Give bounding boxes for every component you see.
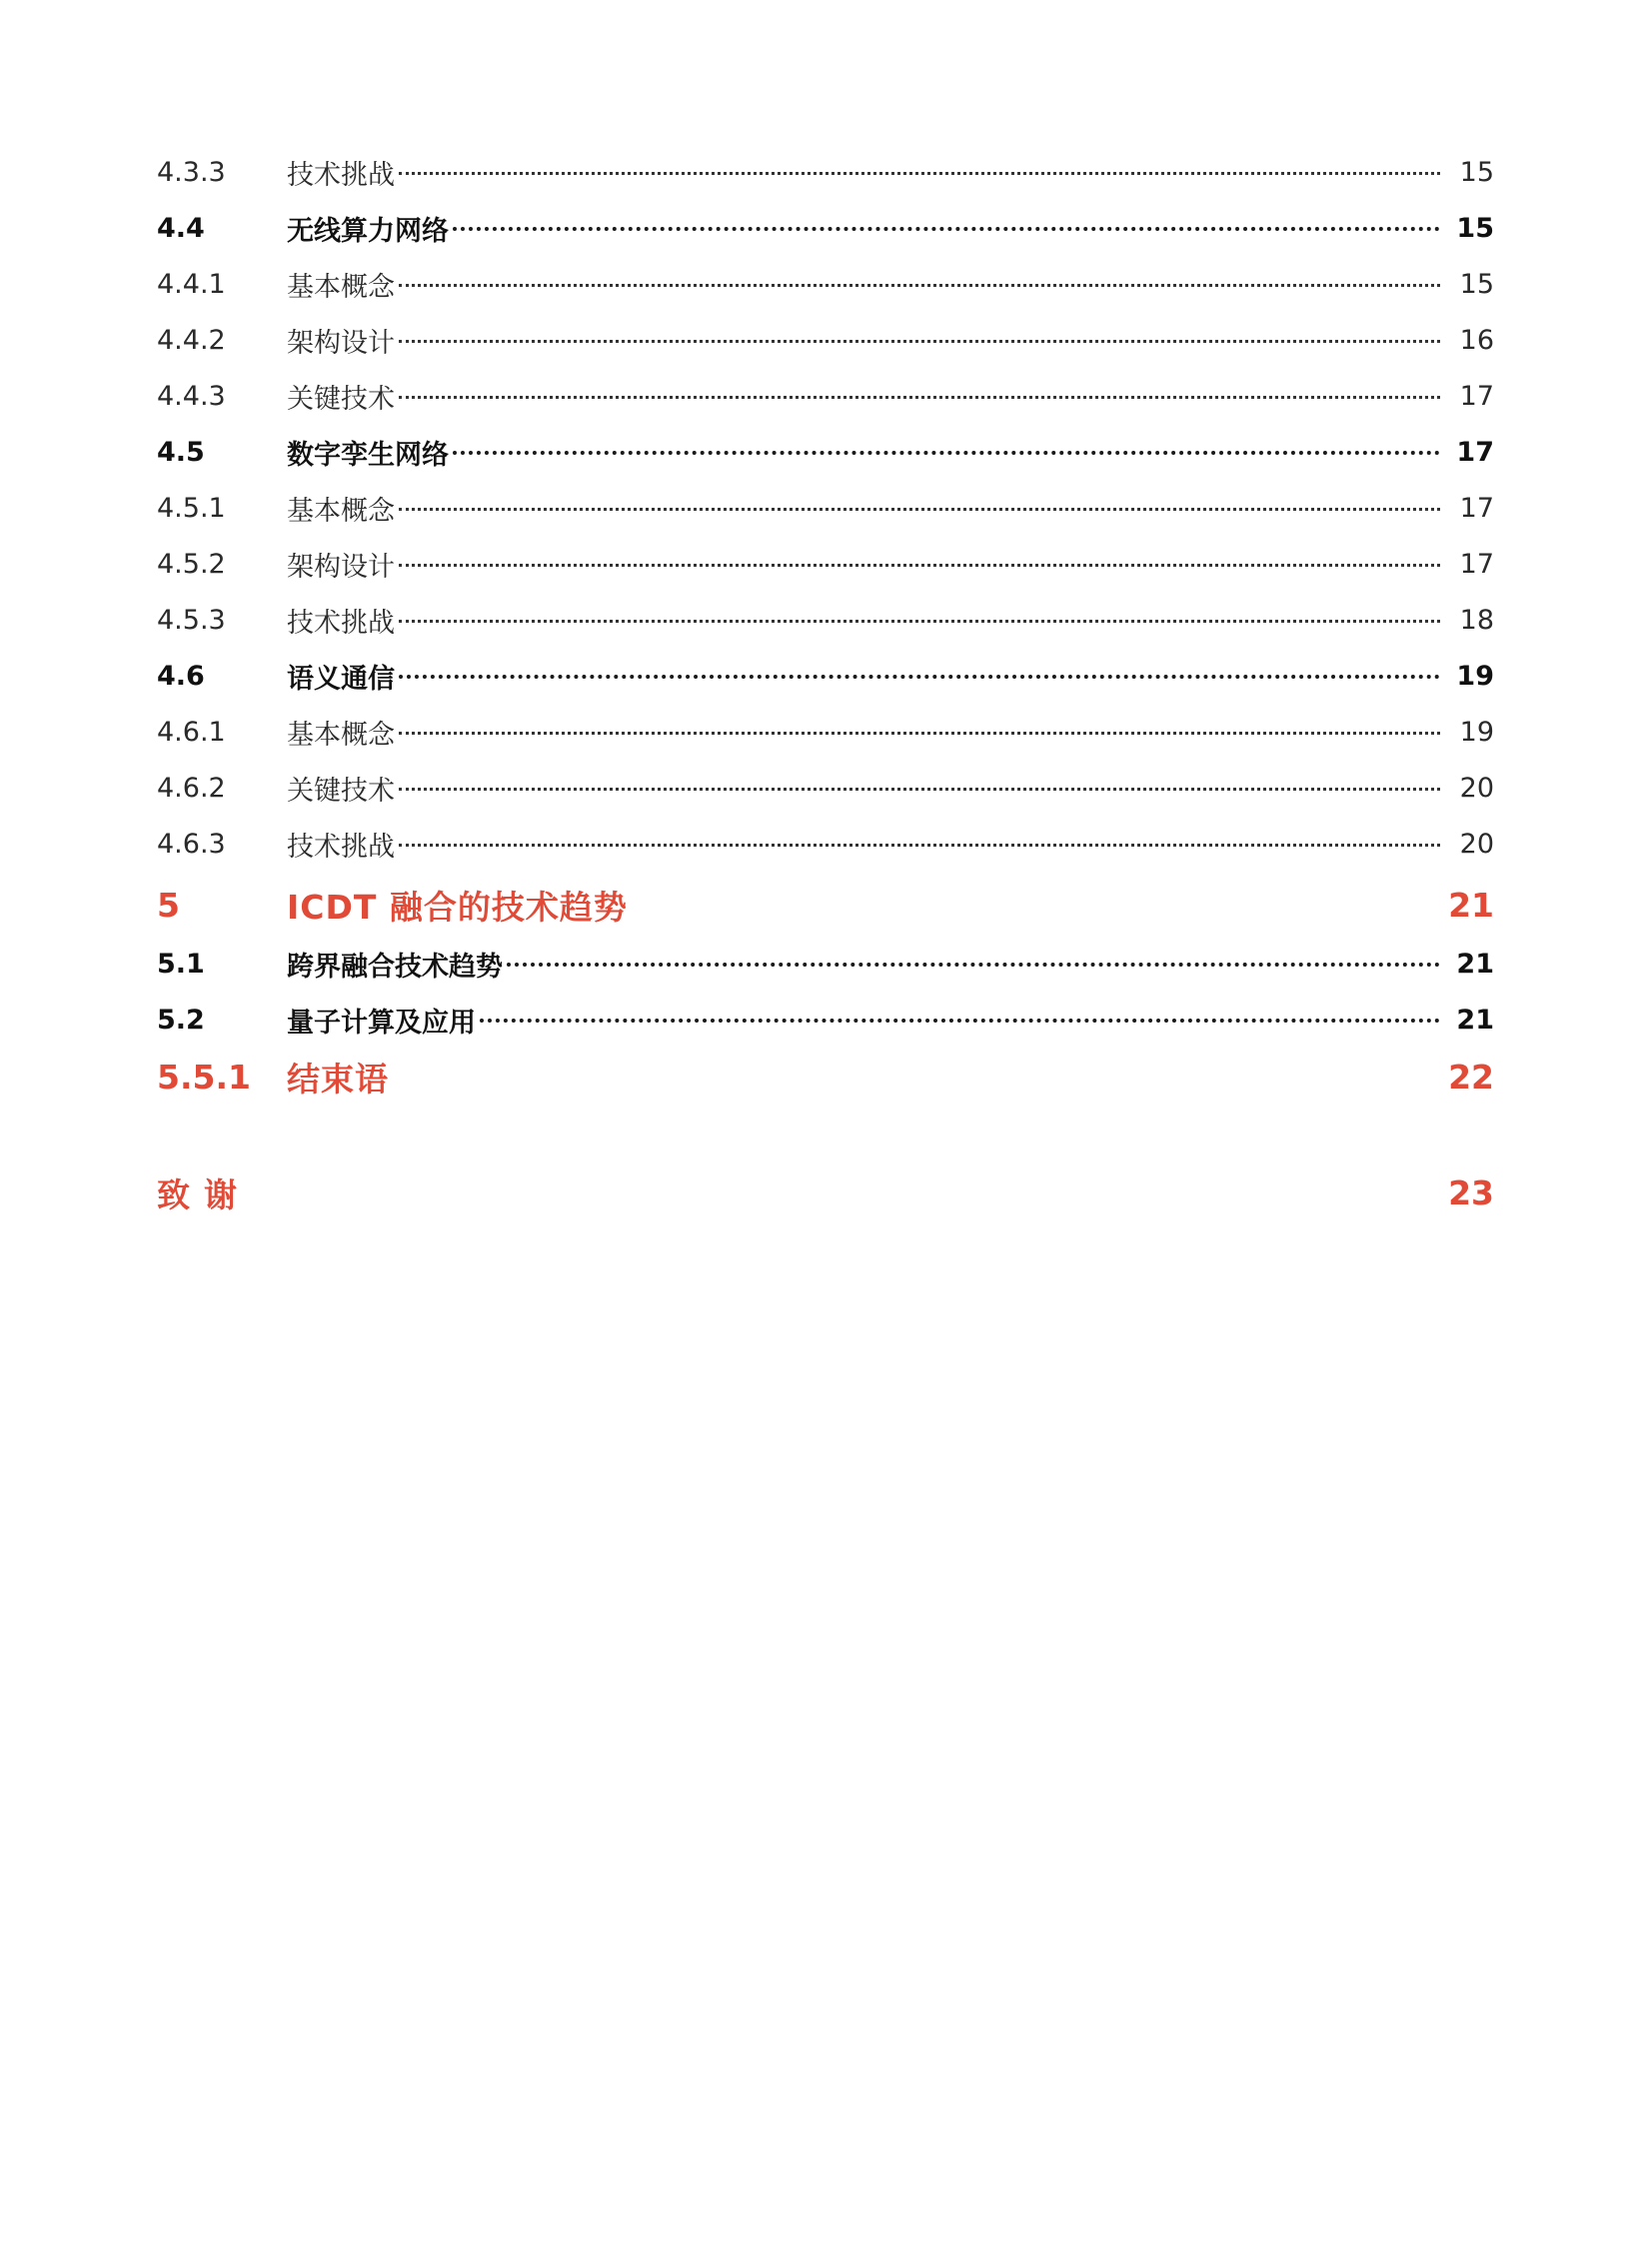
toc-number: 4.4.2 — [157, 324, 226, 356]
toc-number: 4.6 — [157, 660, 205, 692]
toc-page-number: 22 — [1448, 1057, 1494, 1097]
toc-entry-4-6-2[interactable] — [157, 768, 1494, 808]
toc-title: 架构设计 — [287, 551, 395, 583]
toc-entry-4-5-1[interactable] — [157, 488, 1494, 528]
toc-entry-4-6[interactable] — [157, 656, 1494, 696]
toc-entry-4-3-3[interactable] — [157, 152, 1494, 192]
toc-entry-4-6-1[interactable] — [157, 712, 1494, 752]
dot-leader — [399, 172, 1440, 175]
toc-number: 4.5.3 — [157, 604, 226, 636]
toc-page-number: 16 — [1459, 324, 1494, 356]
toc-title: 架构设计 — [287, 327, 395, 359]
toc-page-number: 21 — [1456, 1004, 1494, 1036]
toc-number: 4.4.3 — [157, 380, 226, 412]
toc-number: 4.6.3 — [157, 828, 226, 860]
toc-page-number: 19 — [1456, 660, 1494, 692]
toc-title: 基本概念 — [287, 495, 395, 527]
toc-page-number: 17 — [1459, 380, 1494, 412]
toc-title: 语义通信 — [287, 663, 395, 695]
toc-title: 结束语 — [287, 1059, 389, 1099]
toc-page-number: 20 — [1459, 828, 1494, 860]
toc-entry-4-4-1[interactable] — [157, 264, 1494, 304]
toc-entry-4-5[interactable] — [157, 432, 1494, 472]
dot-leader — [399, 788, 1440, 791]
toc-entry-5-1[interactable] — [157, 944, 1494, 984]
toc-number: 5.2 — [157, 1004, 205, 1036]
toc-entry-4-4[interactable] — [157, 208, 1494, 248]
toc-page-number: 21 — [1448, 885, 1494, 925]
toc-page-number: 15 — [1459, 156, 1494, 188]
toc-title: 数字孪生网络 — [287, 439, 449, 471]
toc-page-number: 19 — [1459, 716, 1494, 748]
toc-number: 4.6.2 — [157, 772, 226, 804]
toc-page-number: 20 — [1459, 772, 1494, 804]
toc-number: 4.5 — [157, 436, 205, 468]
dot-leader — [399, 732, 1440, 735]
dot-leader — [453, 451, 1440, 455]
dot-leader — [507, 963, 1440, 967]
toc-number: 4.4 — [157, 212, 205, 244]
toc-title: 基本概念 — [287, 271, 395, 303]
toc-entry-4-4-3[interactable] — [157, 376, 1494, 416]
toc-entry-5-2[interactable] — [157, 1000, 1494, 1040]
dot-leader — [399, 340, 1440, 343]
toc-title: 技术挑战 — [287, 831, 395, 863]
toc-page-number: 18 — [1459, 604, 1494, 636]
dot-leader — [399, 396, 1440, 399]
toc-number: 4.5.1 — [157, 492, 226, 524]
dot-leader — [480, 1019, 1440, 1023]
dot-leader — [399, 844, 1440, 847]
toc-page-number: 15 — [1456, 212, 1494, 244]
toc-entry-5-5-1[interactable] — [157, 1054, 1494, 1100]
toc-page-number: 17 — [1459, 548, 1494, 580]
toc-title: ICDT 融合的技术趋势 — [287, 887, 628, 927]
toc-number: 4.5.2 — [157, 548, 226, 580]
toc-entry-4-6-3[interactable] — [157, 824, 1494, 864]
toc-page-number: 15 — [1459, 268, 1494, 300]
toc-page-number: 17 — [1459, 492, 1494, 524]
toc-title: 无线算力网络 — [287, 215, 449, 247]
toc-title: 基本概念 — [287, 719, 395, 751]
dot-leader — [453, 227, 1440, 231]
toc-title: 技术挑战 — [287, 607, 395, 639]
toc-number: 4.4.1 — [157, 268, 226, 300]
toc-title: 关键技术 — [287, 775, 395, 807]
toc-entry-acknowledgement[interactable] — [157, 1169, 1494, 1215]
toc-title: 量子计算及应用 — [287, 1007, 476, 1039]
toc-entry-5[interactable] — [157, 882, 1494, 928]
toc-page-number: 17 — [1456, 436, 1494, 468]
toc-number: 4.3.3 — [157, 156, 226, 188]
dot-leader — [399, 284, 1440, 287]
toc-title: 致谢 — [157, 1174, 251, 1214]
toc-number: 5 — [157, 885, 180, 925]
toc-page-number: 23 — [1448, 1172, 1494, 1212]
dot-leader — [399, 675, 1440, 679]
toc-number: 5.1 — [157, 948, 205, 980]
toc-entry-4-4-2[interactable] — [157, 320, 1494, 360]
toc-number: 4.6.1 — [157, 716, 226, 748]
toc-title: 跨界融合技术趋势 — [287, 951, 503, 983]
dot-leader — [399, 508, 1440, 511]
toc-page-number: 21 — [1456, 948, 1494, 980]
toc-title: 技术挑战 — [287, 159, 395, 191]
toc-number: 5.5.1 — [157, 1057, 251, 1097]
dot-leader — [399, 564, 1440, 567]
toc-entry-4-5-2[interactable] — [157, 544, 1494, 584]
dot-leader — [399, 620, 1440, 623]
toc-entry-4-5-3[interactable] — [157, 600, 1494, 640]
toc-title: 关键技术 — [287, 383, 395, 415]
